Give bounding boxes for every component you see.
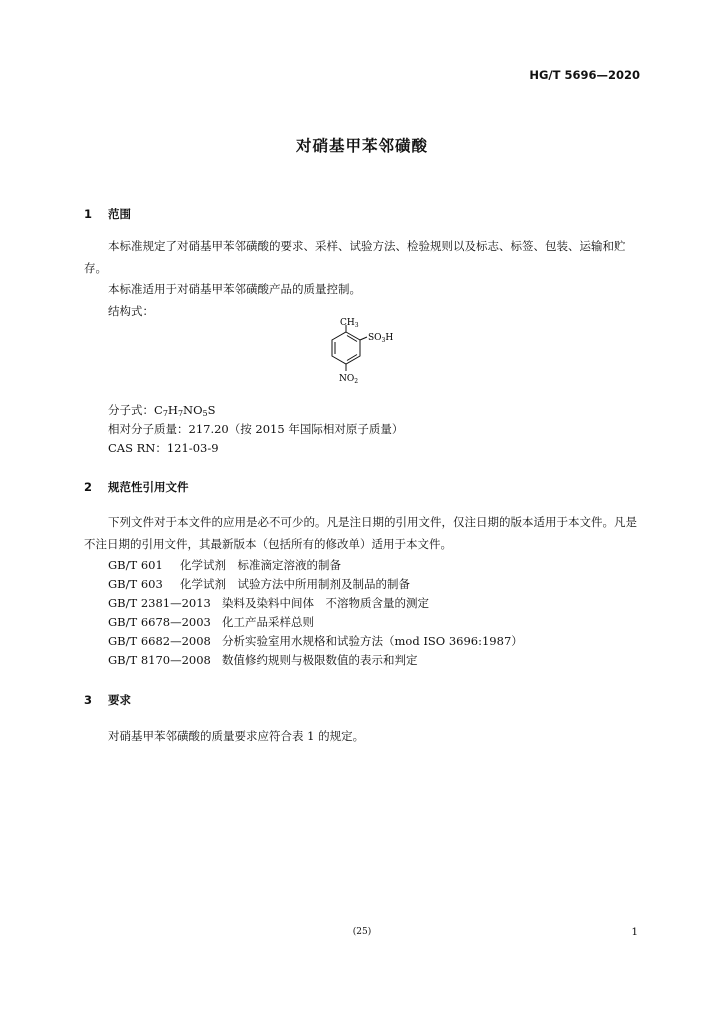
requirements-paragraph: 对硝基甲苯邻磺酸的质量要求应符合表 1 的规定。 <box>108 729 365 743</box>
reference-title: 化工产品采样总则 <box>222 615 314 629</box>
methyl-group: $CH_3$ <box>340 318 359 329</box>
section-1-heading <box>84 206 131 222</box>
section-3-heading <box>84 692 131 708</box>
formula-label: 分子式： <box>108 403 154 417</box>
scope-paragraph-1: 本标准规定了对硝基甲苯邻磺酸的要求、采样、试验方法、检验规则以及标志、标签、包装、运输和贮存。 <box>84 239 626 275</box>
nitro-group: $NO_2$ <box>339 374 359 385</box>
reference-title: 染料及染料中间体 不溶物质含量的测定 <box>222 596 429 610</box>
reference-item <box>108 614 314 630</box>
reference-item <box>108 557 341 573</box>
cas-number: CAS RN：121-03-9 <box>108 441 219 455</box>
reference-code: GB/T 8170—2008 <box>108 653 211 667</box>
molecular-mass: 相对分子质量：217.20（按 2015 年国际相对原子质量） <box>108 422 404 436</box>
reference-title: 分析实验室用水规格和试验方法（mod ISO 3696:1987） <box>222 634 523 648</box>
scope-paragraph-2: 本标准适用于对硝基甲苯邻磺酸产品的质量控制。 <box>108 282 361 296</box>
section-2-heading <box>84 479 189 495</box>
reference-code: GB/T 6682—2008 <box>108 634 211 648</box>
reference-title: 数值修约规则与极限数值的表示和判定 <box>222 653 418 667</box>
section-2-title: 规范性引用文件 <box>108 480 189 494</box>
section-1-number: 1 <box>84 207 93 221</box>
reference-title: 化学试剂 标准滴定溶液的制备 <box>180 558 341 572</box>
page-marker: (25) <box>352 927 372 937</box>
reference-item <box>108 633 523 649</box>
structural-formula <box>316 316 416 392</box>
standard-code: HG/T 5696—2020 <box>529 68 640 82</box>
reference-code: GB/T 6678—2003 <box>108 615 211 629</box>
section-3-title: 要求 <box>108 693 132 707</box>
reference-item <box>108 652 418 668</box>
document-title: 对硝基甲苯邻磺酸 <box>295 137 428 155</box>
reference-code: GB/T 2381—2013 <box>108 596 211 610</box>
page-number: 1 <box>631 926 638 938</box>
reference-code: GB/T 603 <box>108 577 163 591</box>
normative-intro: 下列文件对于本文件的应用是必不可少的。凡是注日期的引用文件，仅注日期的版本适用于本文件。凡是不注日期的引用文件，其最新版本（包括所有的修改单）适用于本文件。 <box>84 515 637 551</box>
reference-item <box>108 576 410 592</box>
section-2-number: 2 <box>84 480 93 494</box>
structure-label: 结构式： <box>108 304 154 318</box>
sulfonic-group: $SO_3H$ <box>368 333 394 344</box>
reference-item <box>108 595 429 611</box>
reference-title: 化学试剂 试验方法中所用制剂及制品的制备 <box>180 577 410 591</box>
section-3-number: 3 <box>84 693 93 707</box>
section-1-title: 范围 <box>108 207 132 221</box>
reference-code: GB/T 601 <box>108 558 163 572</box>
benzene-ring <box>332 332 360 364</box>
molecular-formula: 分子式：$C_7H_7NO_5S$ <box>108 403 216 418</box>
sulfonic-bond <box>360 337 367 340</box>
